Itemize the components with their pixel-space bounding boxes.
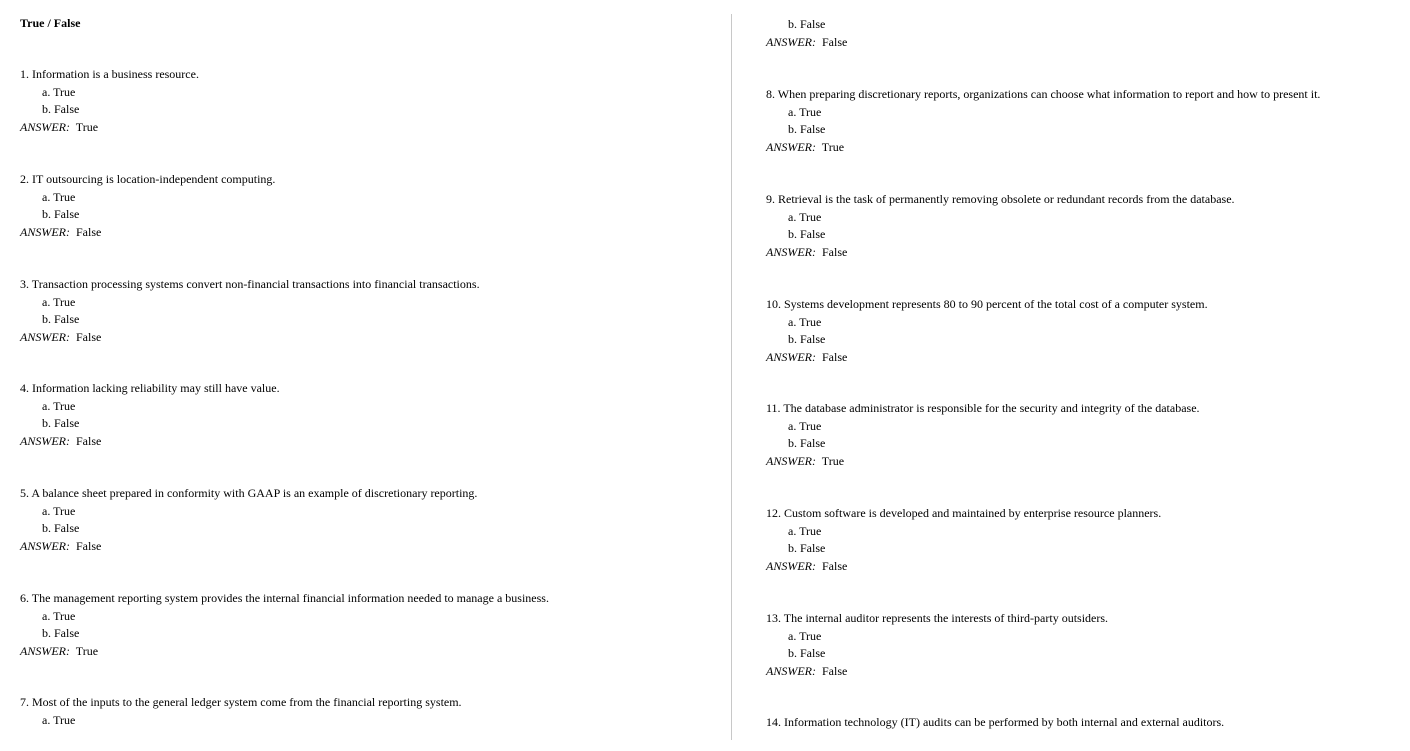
answer-value: False: [822, 558, 848, 573]
answer-label: ANSWER:: [766, 244, 816, 259]
answer-line: [766, 351, 1208, 369]
question-11: [766, 402, 1200, 472]
answer-label: ANSWER:: [20, 224, 70, 239]
question-text: 11. The database administrator is responsible for the security and integrity of the database.: [766, 401, 1200, 415]
option-b: b. False: [42, 207, 80, 221]
option-b: b. False: [788, 541, 826, 555]
option-b: b. False: [42, 521, 80, 535]
answer-line: [766, 455, 1200, 473]
question-text: 3. Transaction processing systems convert non-financial transactions into financial transactions.: [20, 277, 480, 291]
question-5: [20, 487, 477, 557]
answer-label: ANSWER:: [20, 119, 70, 134]
answer-value: False: [76, 433, 102, 448]
option-a: a. True: [788, 523, 822, 538]
answer-label: ANSWER:: [20, 538, 70, 553]
option-b: b. False: [788, 332, 826, 346]
option-a: a. True: [788, 418, 822, 433]
option-a: a. True: [788, 104, 822, 119]
question-text: 12. Custom software is developed and maintained by enterprise resource planners.: [766, 506, 1162, 520]
question-text: 14. Information technology (IT) audits can be performed by both internal and external auditors.: [766, 715, 1225, 729]
option-b: b. False: [42, 626, 80, 640]
option-a: a. True: [42, 503, 76, 518]
answer-value: True: [75, 643, 99, 658]
option-b: b. False: [788, 122, 826, 136]
option-b: b. False: [788, 17, 826, 31]
question-6: [20, 592, 549, 662]
answer-label: ANSWER:: [766, 349, 816, 364]
answer-value: False: [822, 349, 848, 364]
answer-value: False: [822, 34, 848, 49]
option-b: b. False: [42, 416, 80, 430]
option-a: a. True: [42, 294, 76, 309]
question-text: 2. IT outsourcing is location-independent computing.: [20, 172, 276, 186]
question-text: 8. When preparing discretionary reports, organizations can choose what information to report and how to present it.: [766, 87, 1321, 101]
option-b: b. False: [788, 436, 826, 450]
question-9: [766, 193, 1235, 263]
question-8: [766, 88, 1320, 158]
option-a: a. True: [42, 712, 76, 727]
answer-line: [20, 226, 275, 244]
option-a: a. True: [788, 209, 822, 224]
option-a: a. True: [42, 398, 76, 413]
answer-label: ANSWER:: [766, 558, 816, 573]
question-text: 13. The internal auditor represents the interests of third-party outsiders.: [766, 611, 1109, 625]
option-b: b. False: [788, 227, 826, 241]
answer-line: [766, 560, 1161, 578]
section-title: True / False: [20, 16, 81, 30]
column-divider: [731, 14, 732, 740]
answer-line: [20, 121, 199, 139]
answer-line: [20, 331, 480, 349]
answer-label: ANSWER:: [20, 329, 70, 344]
answer-line: [766, 246, 1235, 264]
question-4: [20, 382, 280, 452]
answer-line: [20, 435, 280, 453]
option-b: b. False: [42, 312, 80, 326]
answer-label: ANSWER:: [766, 139, 816, 154]
option-a: a. True: [42, 84, 76, 99]
answer-value: False: [76, 538, 102, 553]
question-10: [766, 298, 1208, 368]
question-text: 7. Most of the inputs to the general ledger system come from the financial reporting system.: [20, 695, 462, 709]
question-text: 9. Retrieval is the task of permanently removing obsolete or redundant records from the database.: [766, 192, 1235, 206]
answer-line: [766, 665, 1108, 683]
question-7: [20, 696, 462, 731]
question-1: [20, 68, 199, 138]
question-13: [766, 612, 1108, 682]
option-a: a. True: [42, 608, 76, 623]
question-text: 4. Information lacking reliability may still have value.: [20, 381, 280, 395]
question-text: 1. Information is a business resource.: [20, 67, 199, 81]
answer-value: False: [822, 663, 848, 678]
answer-label: ANSWER:: [20, 433, 70, 448]
question-2: [20, 173, 275, 243]
answer-line: [20, 540, 477, 558]
answer-label: ANSWER:: [766, 663, 816, 678]
answer-value: False: [822, 244, 848, 259]
answer-value: False: [76, 329, 102, 344]
answer-label: ANSWER:: [766, 453, 816, 468]
option-a: a. True: [42, 189, 76, 204]
option-a: a. True: [788, 628, 822, 643]
answer-value: True: [821, 139, 845, 154]
option-a: a. True: [788, 314, 822, 329]
answer-line: [20, 645, 549, 663]
answer-line: [766, 141, 1320, 159]
option-b: b. False: [788, 646, 826, 660]
question-text: 5. A balance sheet prepared in conformity with GAAP is an example of discretionary reporting.: [20, 486, 478, 500]
question-14: [766, 716, 1224, 734]
answer-value: True: [75, 119, 99, 134]
option-b: b. False: [42, 102, 80, 116]
answer-label: ANSWER:: [766, 34, 816, 49]
question-7-continuation: [766, 18, 847, 53]
question-3: [20, 278, 480, 348]
question-text: 10. Systems development represents 80 to 90 percent of the total cost of a computer system.: [766, 297, 1208, 311]
answer-line: [766, 36, 847, 54]
question-text: 6. The management reporting system provides the internal financial information needed to manage a business.: [20, 591, 549, 605]
answer-value: False: [76, 224, 102, 239]
question-12: [766, 507, 1161, 577]
answer-value: True: [821, 453, 845, 468]
answer-label: ANSWER:: [20, 643, 70, 658]
